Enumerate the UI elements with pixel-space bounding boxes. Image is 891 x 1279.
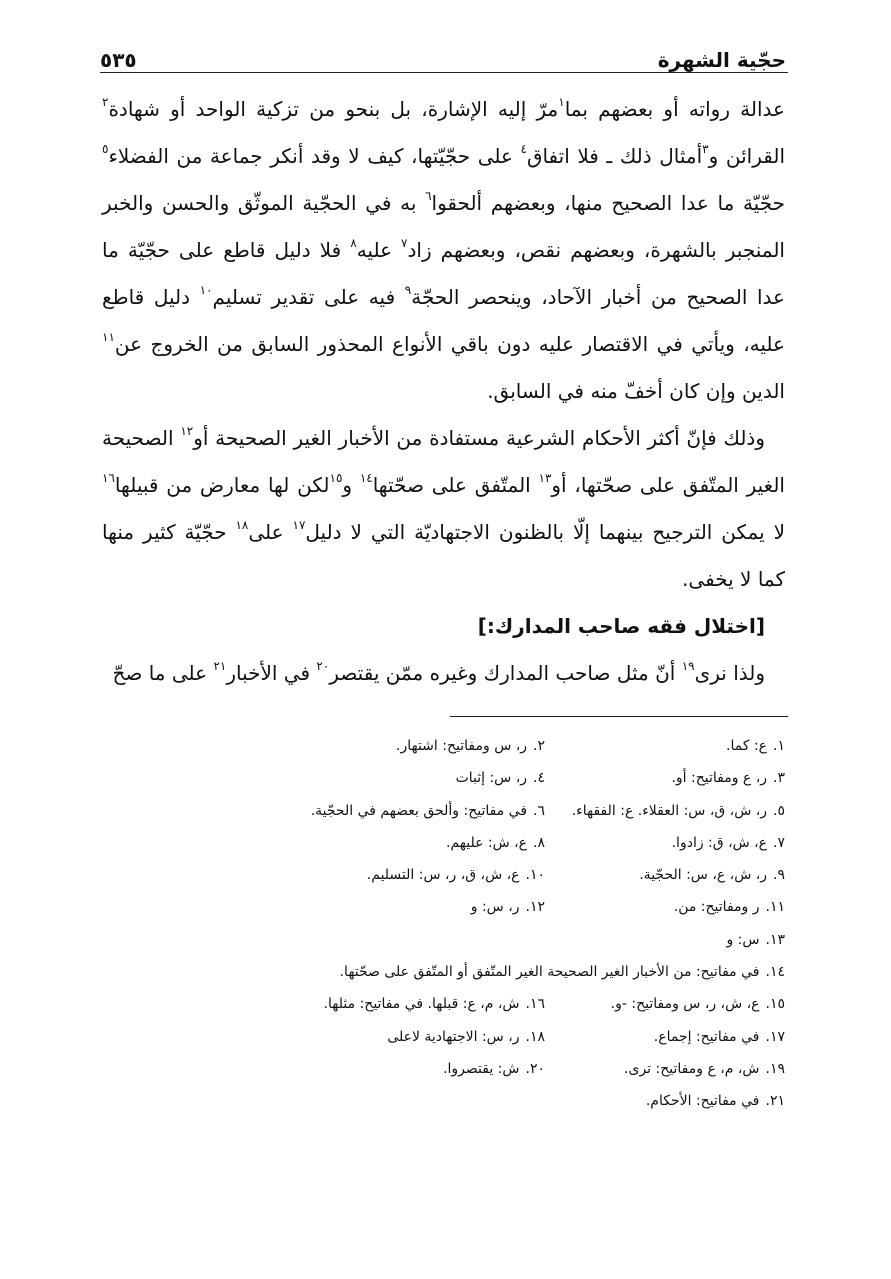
footnote-text: ر، ع ومفاتيح: أو.: [671, 770, 768, 787]
text-run: أنّ مثل صاحب المدارك وغيره ممّن يقتصر: [329, 661, 682, 685]
footnote-number: ٢٠.: [525, 1060, 545, 1077]
section-heading: [اختلال فقه صاحب المدارك:]: [477, 614, 765, 638]
footnote-number: ١.: [773, 738, 785, 754]
footnote-text: ر، س: و: [470, 899, 520, 916]
footnote: [545, 1085, 785, 1117]
footnote-marker[interactable]: ٩: [404, 283, 412, 297]
footnote: [305, 762, 545, 794]
paragraph: [102, 86, 785, 415]
footnote-marker[interactable]: ١٥: [329, 471, 343, 485]
footnote-row: [150, 859, 785, 891]
footnote-number: ١١.: [765, 899, 785, 916]
footnote-marker[interactable]: ٢: [102, 95, 109, 109]
footnote-marker[interactable]: ١٤: [359, 471, 373, 485]
footnote: [305, 1053, 545, 1085]
footnote: [545, 859, 785, 891]
footnote-number: ١٤.: [765, 964, 785, 981]
text-run: فلا دليل قاطع على حجّيّة ما عدا الصحيح من أخبار الآحاد، وينحصر الحجّة: [102, 238, 785, 309]
footnote-text: ش، م، ع ومفاتيح: ترى.: [624, 1060, 760, 1077]
footnote-row: [150, 827, 785, 859]
footnote-text: ع، ش، ق: زادوا.: [671, 834, 768, 851]
footnote: [305, 795, 545, 827]
text-run: أمثال ذلك ـ فلا اتفاق: [526, 144, 703, 168]
footnote-marker[interactable]: ١٨: [235, 518, 249, 532]
text-run: لا يمكن الترجيح بينهما إلّا بالظنون الاجتهاديّة التي لا دليل: [305, 520, 785, 544]
footnote-row: [150, 762, 785, 794]
footnote: [545, 924, 785, 956]
footnote-text: ع: كما.: [726, 738, 768, 754]
footnote-number: ١٥.: [765, 996, 785, 1013]
footnote-text: ر ومفاتيح: من.: [673, 899, 760, 916]
footnote-marker[interactable]: ١٢: [180, 424, 194, 438]
footnote-number: ٥.: [773, 802, 785, 819]
footnote-text: ر، س ومفاتيح: اشتهار.: [396, 738, 528, 754]
text-run: القرائن و: [708, 144, 785, 168]
running-title: حجّية الشهرة: [657, 48, 786, 72]
footnote: [545, 1053, 785, 1085]
text-run: عدالة رواته أو بعضهم بما: [564, 97, 785, 121]
text-run: الدين وإن كان أخفّ منه في السابق.: [487, 379, 785, 403]
footnote-number: ٨.: [533, 834, 545, 851]
footnote-marker[interactable]: ٣: [702, 142, 709, 156]
footnote-number: ١٨.: [525, 1028, 545, 1045]
footnote-text: ر، س: إثبات: [455, 770, 528, 787]
footnote-marker[interactable]: ١٧: [292, 518, 306, 532]
footnote-text: ع، ش، ق، ر، س: التسليم.: [366, 867, 520, 884]
footnote-marker[interactable]: ١٣: [538, 471, 552, 485]
footnote-row: [150, 1085, 785, 1117]
footnote-marker[interactable]: ٦: [425, 189, 432, 203]
footnote: [545, 988, 785, 1020]
footnote-marker[interactable]: ٨: [350, 236, 357, 250]
footnote: [545, 827, 785, 859]
footnote-number: ٣.: [773, 770, 785, 787]
footnote: [305, 891, 545, 923]
footnote-text: في مفاتيح: وألحق بعضهم في الحجّية.: [310, 802, 528, 819]
text-run: على: [248, 520, 293, 544]
footnote-text: ر، ش، ق، س: العقلاء. ع: الفقهاء.: [571, 802, 768, 819]
header-rule: [100, 72, 788, 73]
footnote-number: ١٩.: [765, 1060, 785, 1077]
footnote-number: ١٢.: [525, 899, 545, 916]
footnote-marker[interactable]: ٢٠: [316, 659, 330, 673]
footnote-marker[interactable]: ١٩: [681, 659, 695, 673]
page-header: [100, 32, 786, 72]
text-run: الصحيحة الغير المتّفق على صحّتها، أو: [102, 426, 785, 497]
text-run: على حجّيّتها، كيف لا وقد أنكر جماعة من الفضلاء: [108, 144, 521, 168]
footnote-row: [150, 730, 785, 762]
footnote: [305, 859, 545, 891]
footnote-number: ١٧.: [765, 1028, 785, 1045]
footnote: [545, 762, 785, 794]
text-run: المتّفق على صحّتها: [372, 473, 539, 497]
footnote-text: ع، ش: عليهم.: [446, 834, 528, 851]
text-run: فيه على تقدير تسليم: [212, 285, 405, 309]
footnote-row: [150, 1021, 785, 1053]
footnote-text: س: و: [726, 931, 760, 948]
footnote-marker[interactable]: ٧: [401, 236, 408, 250]
footnote-number: ٤.: [533, 770, 545, 787]
text-run: حجّيّة كثير منها كما لا يخفى.: [102, 520, 785, 591]
footnotes: [150, 730, 785, 1118]
footnote: [545, 1021, 785, 1053]
footnote-rule: [450, 716, 788, 717]
footnote-number: ١٦.: [525, 996, 545, 1013]
footnote-text: في مفاتيح: الأحكام.: [645, 1093, 760, 1110]
footnote-number: ٩.: [773, 867, 785, 884]
text-run: دليل قاطع عليه، ويأتي في الاقتصار عليه دون باقي الأنواع المحذور السابق من الخروج عن: [102, 285, 785, 356]
footnote-row: [150, 924, 785, 956]
text-run: على ما صحّ: [112, 661, 214, 685]
footnote-row: [150, 795, 785, 827]
footnote: [545, 730, 785, 762]
text-run: مرّ إليه الإشارة، بل بنحو من تزكية الواحد أو شهادة: [108, 97, 559, 121]
footnote-number: ٢١.: [765, 1093, 785, 1110]
footnote-marker[interactable]: ١٠: [199, 283, 213, 297]
text-run: حجّيّة ما عدا الصحيح منها، وبعضهم ألحقوا: [431, 191, 785, 215]
footnote-text: ر، ش، ع، س: الحجّية.: [639, 867, 768, 884]
footnote-text: في مفاتيح: إجماع.: [653, 1028, 760, 1045]
footnote-text: ش، م، ع: قبلها. في مفاتيح: مثلها.: [323, 996, 520, 1013]
footnote-text: ع، ش، ر، س ومفاتيح: -و.: [610, 996, 760, 1013]
text-run: به في الحجّية الموثّق والحسن والخبر المنجبر بالشهرة، وبعضهم نقص، وبعضهم زاد: [102, 191, 785, 262]
footnote-marker[interactable]: ٢١: [213, 659, 227, 673]
footnote-row: [150, 956, 785, 988]
text-run: في الأخبار: [226, 661, 317, 685]
footnote-number: ١٠.: [525, 867, 545, 884]
text-run: ولذا نرى: [694, 661, 765, 685]
footnote-number: ٧.: [773, 834, 785, 851]
footnote-row: [150, 891, 785, 923]
paragraph: [102, 415, 785, 603]
text-run: وذلك فإنّ أكثر الأحكام الشرعية مستفادة من الأخبار الغير الصحيحة أو: [193, 426, 765, 450]
footnote-marker[interactable]: ٤: [520, 142, 527, 156]
footnote-marker[interactable]: ١١: [102, 330, 115, 344]
footnote-text: في مفاتيح: من الأخبار الغير الصحيحة الغير المتّفق أو المتّفق على صحّتها.: [339, 964, 760, 981]
footnote-number: ٢.: [533, 738, 545, 754]
footnote-number: ١٣.: [765, 931, 785, 948]
page-number: ٥٣٥: [100, 48, 137, 72]
footnote-text: ش: يقتصروا.: [443, 1060, 520, 1077]
footnote-number: ٦.: [533, 802, 545, 819]
footnote: [305, 988, 545, 1020]
footnote: [545, 891, 785, 923]
paragraph: [102, 650, 785, 697]
text-run: و: [342, 473, 360, 497]
footnote: [305, 1021, 545, 1053]
footnote-marker[interactable]: ٥: [102, 142, 109, 156]
footnote: [340, 956, 785, 988]
footnote: [305, 827, 545, 859]
footnote-row: [150, 988, 785, 1020]
text-run: لكن لها معارض من قبيلها: [114, 473, 330, 497]
footnote-row: [150, 1053, 785, 1085]
footnote-text: ر، س: الاجتهادية لاعلى: [387, 1028, 520, 1045]
footnote: [545, 795, 785, 827]
main-text: [102, 86, 785, 697]
text-run: عليه: [356, 238, 402, 262]
footnote: [305, 730, 545, 762]
footnote-marker[interactable]: ١٦: [102, 471, 115, 485]
footnote-marker[interactable]: ١: [558, 95, 565, 109]
